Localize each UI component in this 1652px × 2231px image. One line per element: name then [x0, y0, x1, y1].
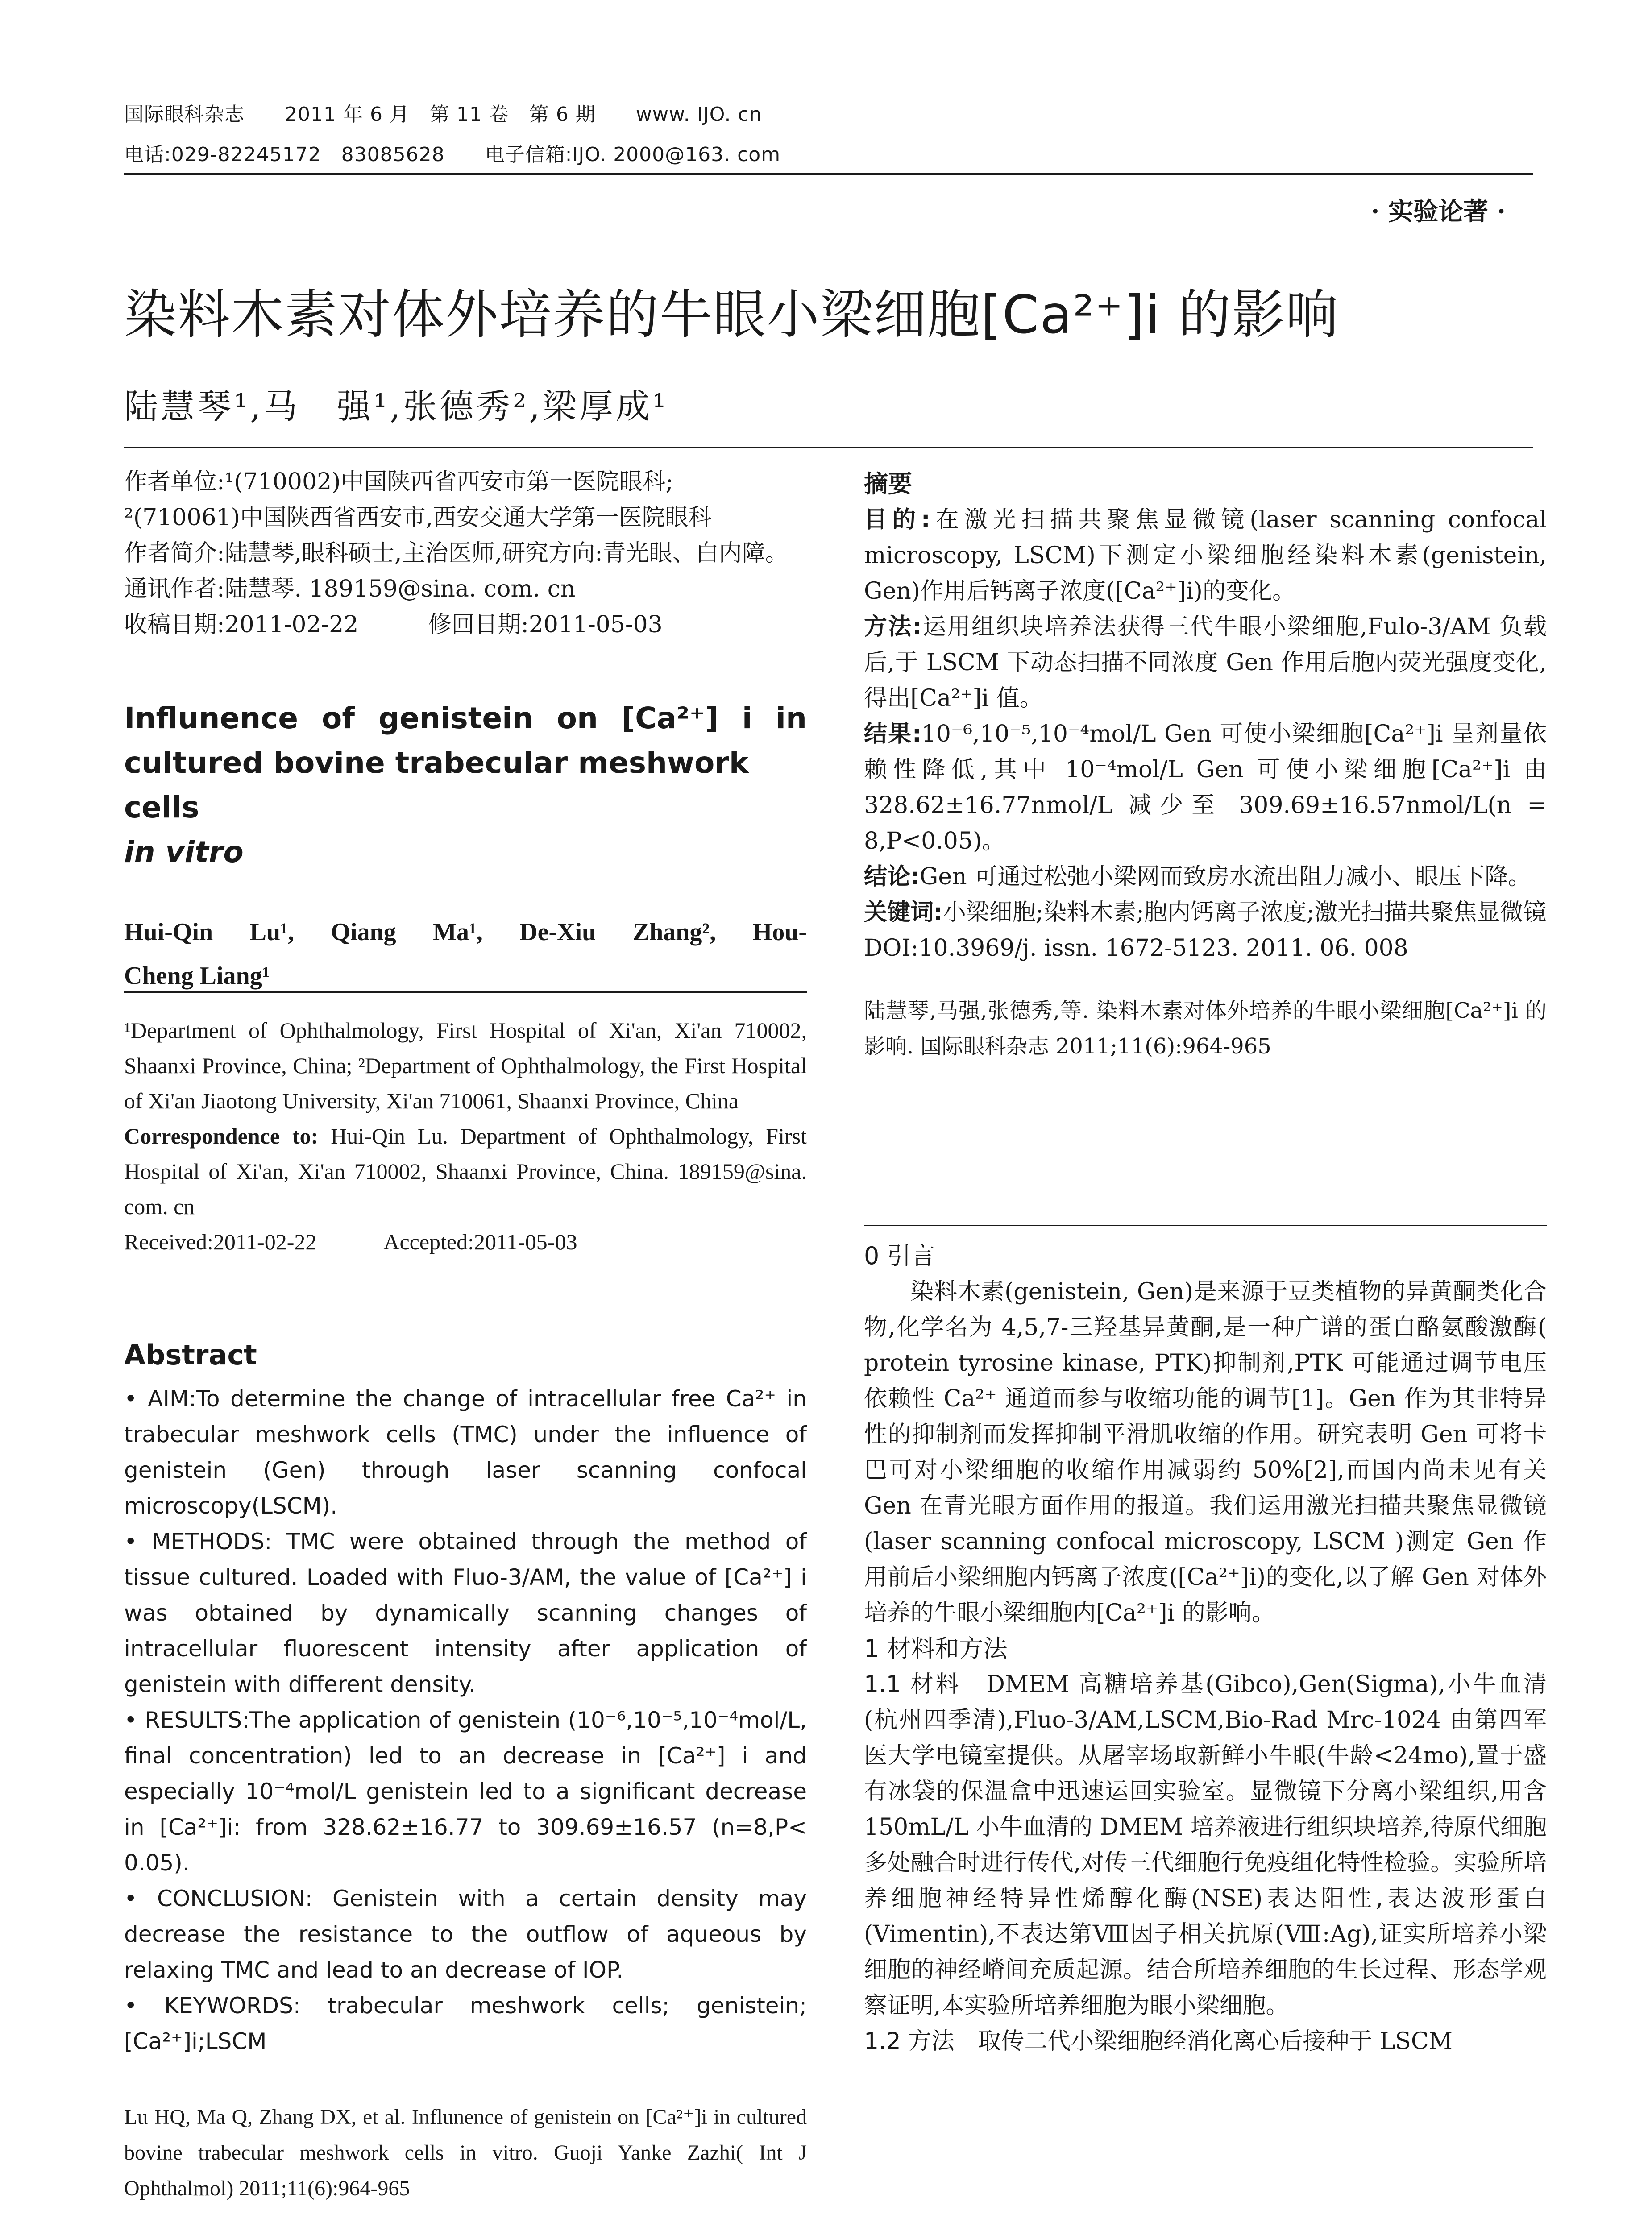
left-column	[124, 464, 807, 998]
doi: DOI:10.3969/j. issn. 1672-5123. 2011. 06. 008	[864, 935, 1408, 962]
right-column-body	[864, 1238, 1547, 2059]
corresponding-author: 通讯作者:陆慧琴. 189159@sina. com. cn	[124, 576, 576, 602]
chinese-citation: 陆慧琴,马强,张德秀,等. 染料木素对体外培养的牛眼小梁细胞[Ca²⁺]i 的影响. 国际眼科杂志 2011;11(6):964-965	[864, 998, 1547, 1059]
introduction-heading: 0 引言	[864, 1242, 935, 1270]
summary-keywords-label: 关键词:	[864, 899, 943, 926]
materials-paragraph	[864, 1667, 1547, 2024]
english-title-line-2: cultured bovine trabecular meshwork cells	[124, 746, 749, 825]
introduction-text: 染料木素(genistein, Gen)是来源于豆类植物的异黄酮类化合物,化学名为 4,5,7-三羟基异黄酮,是一种广谱的蛋白酪氨酸激酶( protein tyrosine kinase, PTK)抑制剂,PTK 可能通过调节电压依赖性 Ca²⁺ 通道而参与收缩功能的调节[1]。Gen 作为其非特异性的抑制剂而发挥抑制平滑肌收缩的作用。研究表明 Gen 可将卡巴可对小梁细胞的收缩作用减弱约 50%[2],而国内尚未见有关 Gen 在青光眼方面作用的报道。我们运用激光扫描共聚焦显微镜(laser scanning confocal microscopy, LSCM )测定 Gen 作用前后小梁细胞内钙离子浓度([Ca²⁺]i)的变化,以了解 Gen 对体外培养的牛眼小梁细胞内[Ca²⁺]i 的影响。	[864, 1278, 1547, 1626]
right-column	[864, 466, 1547, 1064]
journal-line: 国际眼科杂志 2011 年 6 月 第 11 卷 第 6 期 www. IJO. cn	[124, 103, 762, 126]
abstract-keywords: • KEYWORDS: trabecular meshwork cells; genistein; [Ca²⁺]i;LSCM	[124, 1993, 807, 2054]
summary-conclusion-text: Gen 可通过松弛小梁网而致房水流出阻力减小、眼压下降。	[919, 863, 1532, 890]
header-rule	[124, 173, 1533, 175]
english-correspondence	[124, 1119, 807, 1224]
article-title: 染料木素对体外培养的牛眼小梁细胞[Ca²⁺]i 的影响	[124, 284, 1339, 345]
summary-aim-text: 在激光扫描共聚焦显微镜(laser scanning confocal microscopy, LSCM)下测定小梁细胞经染料木素(genistein, Gen)作用后钙离子浓度([Ca²⁺]i)的变化。	[864, 506, 1547, 605]
abstract-heading: Abstract	[124, 1339, 257, 1371]
english-citation: Lu HQ, Ma Q, Zhang DX, et al. Influnence of genistein on [Ca²⁺]i in cultured bovine trabecular meshwork cells in vitro. Guoji Yanke Zazhi( Int J Ophthalmol) 2011;11(6):964-965	[124, 2105, 807, 2200]
english-affiliation: ¹Department of Ophthalmology, First Hospital of Xi'an, Xi'an 710002, Shaanxi Province, China; ²Department of Ophthalmology, the First Hospital of Xi'an Jiaotong University, Xi'an 710061, Shaanxi Province, China	[124, 1018, 807, 1113]
abstract-aim: • AIM:To determine the change of intracellular free Ca²⁺ in trabecular meshwork cells (TMC) under the influence of genistein (Gen) through laser scanning confocal microscopy(LSCM).	[124, 1386, 807, 1519]
author-bio: 作者简介:陆慧琴,眼科硕士,主治医师,研究方向:青光眼、白内障。	[124, 540, 789, 567]
method-paragraph	[864, 2024, 1547, 2059]
summary-keywords-text: 小梁细胞;染料木素;胞内钙离子浓度;激光扫描共聚焦显微镜	[942, 899, 1547, 926]
summary-results-label: 结果:	[864, 721, 921, 747]
materials-label: 1.1 材料	[864, 1671, 961, 1698]
english-received-accepted: Received:2011-02-22 Accepted:2011-05-03	[124, 1229, 577, 1254]
english-title-line-3: in vitro	[124, 835, 244, 869]
abstract-methods: • METHODS: TMC were obtained through the method of tissue cultured. Loaded with Fluo-3/AM, the value of [Ca²⁺] i was obtained by dynamically scanning changes of intracellular fluorescent intensity after application of genistein with different density.	[124, 1529, 807, 1697]
summary-results	[864, 716, 1547, 859]
chinese-summary-heading: 摘要	[864, 470, 912, 498]
materials-text: DMEM 高糖培养基(Gibco),Gen(Sigma),小牛血清 (杭州四季清),Fluo-3/AM,LSCM,Bio-Rad Mrc-1024 由第四军医大学电镜室提供。从屠宰场取新鲜小牛眼(牛龄<24mo),置于盛有冰袋的保温盒中迅速运回实验室。显微镜下分离小梁组织,用含 150mL/L 小牛血清的 DMEM 培养液进行组织块培养,待原代细胞多处融合时进行传代,对传三代细胞行免疫组化特性检验。实验所培养细胞神经特异性烯醇化酶(NSE)表达阳性,表达波形蛋白(Vimentin),不表达第Ⅷ因子相关抗原(Ⅷ:Ag),证实所培养小梁细胞的神经嵴间充质起源。结合所培养细胞的生长过程、形态学观察证明,本实验所培养细胞为眼小梁细胞。	[864, 1671, 1547, 2019]
summary-aim	[864, 502, 1547, 609]
method-text: 取传二代小梁细胞经消化离心后接种于 LSCM	[978, 2028, 1453, 2055]
english-authors-line-2: Cheng Liang¹	[124, 962, 270, 990]
summary-methods-label: 方法:	[864, 614, 922, 640]
summary-aim-label: 目的:	[864, 506, 930, 533]
english-title-line-1: Influnence of genistein on [Ca²⁺] i in	[124, 701, 807, 735]
correspondence-label: Correspondence to:	[124, 1124, 319, 1149]
affiliation-2: ²(710061)中国陕西省西安市,西安交通大学第一医院眼科	[124, 504, 712, 531]
english-abstract	[124, 1381, 807, 2059]
title-rule	[124, 447, 1533, 448]
abstract-results: • RESULTS:The application of genistein (10⁻⁶,10⁻⁵,10⁻⁴mol/L, final concentration) led to an decrease in [Ca²⁺] i and especially 10⁻⁴mol/L genistein led to a significant decrease in [Ca²⁺]i: from 328.62±16.77 to 309.69±16.57 (n=8,P< 0.05).	[124, 1707, 807, 1876]
abstract-conclusion: • CONCLUSION: Genistein with a certain density may decrease the resistance to the outflow of aqueous by relaxing TMC and lead to an decrease of IOP.	[124, 1886, 807, 1983]
methods-heading: 1 材料和方法	[864, 1634, 1008, 1663]
submission-dates: 收稿日期:2011-02-22 修回日期:2011-05-03	[124, 611, 663, 638]
summary-methods-text: 运用组织块培养法获得三代牛眼小梁细胞,Fulo-3/AM 负载后,于 LSCM 下动态扫描不同浓度 Gen 作用后胞内荧光强度变化,得出[Ca²⁺]i 值。	[864, 614, 1547, 712]
affiliation-1: 作者单位:¹(710002)中国陕西省西安市第一医院眼科;	[124, 469, 673, 495]
section-label: · 实验论著 ·	[1371, 197, 1506, 226]
left-column-english	[124, 1013, 807, 1260]
summary-conclusion-label: 结论:	[864, 863, 920, 890]
english-authors-line-1: Hui-Qin Lu¹, Qiang Ma¹, De-Xiu Zhang², Hou-	[124, 918, 807, 946]
summary-end-rule	[864, 1225, 1547, 1226]
summary-results-text: 10⁻⁶,10⁻⁵,10⁻⁴mol/L Gen 可使小梁细胞[Ca²⁺]i 呈剂量依赖性降低,其中 10⁻⁴mol/L Gen 可使小梁细胞[Ca²⁺]i 由 328.62±16.77nmol/L 减少至 309.69±16.57nmol/L(n = 8,P<0.05)。	[864, 721, 1547, 854]
article-authors: 陆慧琴¹,马 强¹,张德秀²,梁厚成¹	[124, 386, 669, 426]
correspondence-text: Hui-Qin Lu. Department of Ophthalmology, First Hospital of Xi'an, Xi'an 710002, Shaanxi Province, China. 189159@sina. com. cn	[124, 1124, 807, 1219]
contact-line: 电话:029-82245172 83085628 电子信箱:IJO. 2000@163. com	[124, 143, 781, 166]
method-label: 1.2 方法	[864, 2028, 955, 2055]
summary-methods	[864, 609, 1547, 716]
summary-keywords	[864, 895, 1547, 930]
summary-conclusion	[864, 859, 1547, 895]
english-header-rule	[124, 991, 807, 993]
